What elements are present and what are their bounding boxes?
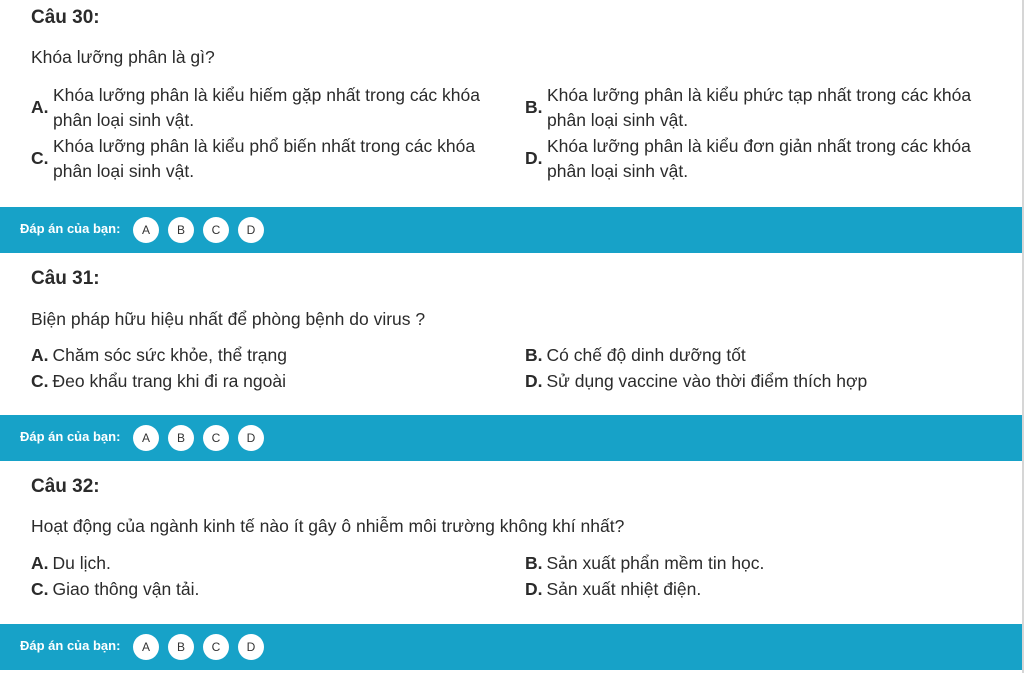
option-text: Du lịch. — [52, 553, 111, 573]
choice-d-button[interactable]: D — [238, 217, 264, 243]
option-d — [525, 577, 701, 602]
option-letter: D. — [525, 579, 543, 599]
option-letter: A. — [31, 553, 49, 573]
answer-bar-32 — [0, 624, 1022, 670]
choice-b-button[interactable]: B — [168, 425, 194, 451]
choice-a-button[interactable]: A — [133, 634, 159, 660]
answer-bar-30 — [0, 207, 1022, 253]
option-letter: A. — [31, 345, 49, 365]
choice-b-button[interactable]: B — [168, 217, 194, 243]
option-c — [31, 369, 286, 394]
question-title: Câu 32: — [31, 476, 100, 497]
option-text: Khóa lưỡng phân là kiểu phức tạp nhất trong các khóa phân loại sinh vật. — [547, 85, 972, 130]
option-a — [31, 551, 111, 576]
choice-d-button[interactable]: D — [238, 634, 264, 660]
option-b — [525, 343, 746, 368]
option-a — [31, 83, 501, 133]
option-c — [31, 577, 199, 602]
option-text: Chăm sóc sức khỏe, thể trạng — [52, 345, 287, 365]
option-letter: D. — [525, 371, 543, 391]
option-d — [525, 134, 995, 184]
option-text: Khóa lưỡng phân là kiểu phổ biến nhất trong các khóa phân loại sinh vật. — [53, 136, 476, 181]
option-d — [525, 369, 867, 394]
option-letter: C. — [31, 148, 49, 168]
option-b — [525, 551, 764, 576]
choice-b-button[interactable]: B — [168, 634, 194, 660]
choice-c-button[interactable]: C — [203, 217, 229, 243]
choice-c-button[interactable]: C — [203, 634, 229, 660]
choice-a-button[interactable]: A — [133, 425, 159, 451]
option-letter: B. — [525, 345, 543, 365]
option-text: Đeo khẩu trang khi đi ra ngoài — [52, 371, 286, 391]
option-text: Sản xuất nhiệt điện. — [546, 579, 702, 599]
option-text: Khóa lưỡng phân là kiểu đơn giản nhất trong các khóa phân loại sinh vật. — [547, 136, 971, 181]
option-a — [31, 343, 287, 368]
question-title: Câu 31: — [31, 268, 100, 289]
choice-c-button[interactable]: C — [203, 425, 229, 451]
choice-a-button[interactable]: A — [133, 217, 159, 243]
answer-label: Đáp án của bạn: — [20, 638, 121, 653]
option-letter: B. — [525, 553, 543, 573]
option-letter: C. — [31, 579, 49, 599]
option-letter: C. — [31, 371, 49, 391]
answer-label: Đáp án của bạn: — [20, 429, 121, 444]
option-c — [31, 134, 501, 184]
answer-label: Đáp án của bạn: — [20, 221, 121, 236]
option-text: Giao thông vận tải. — [52, 579, 200, 599]
option-letter: B. — [525, 97, 543, 117]
option-text: Có chế độ dinh dưỡng tốt — [546, 345, 746, 365]
option-text: Sản xuất phẩn mềm tin học. — [546, 553, 765, 573]
choice-d-button[interactable]: D — [238, 425, 264, 451]
option-letter: A. — [31, 97, 49, 117]
answer-bar-31 — [0, 415, 1022, 461]
question-text: Khóa lưỡng phân là gì? — [31, 47, 215, 67]
option-letter: D. — [525, 148, 543, 168]
option-b — [525, 83, 995, 133]
option-text: Sử dụng vaccine vào thời điểm thích hợp — [546, 371, 868, 391]
question-text: Hoạt động của ngành kinh tế nào ít gây ô nhiễm môi trường không khí nhất? — [31, 516, 625, 536]
question-text: Biện pháp hữu hiệu nhất để phòng bệnh do virus ? — [31, 309, 426, 329]
option-text: Khóa lưỡng phân là kiểu hiếm gặp nhất trong các khóa phân loại sinh vật. — [53, 85, 480, 130]
question-title: Câu 30: — [31, 7, 100, 28]
